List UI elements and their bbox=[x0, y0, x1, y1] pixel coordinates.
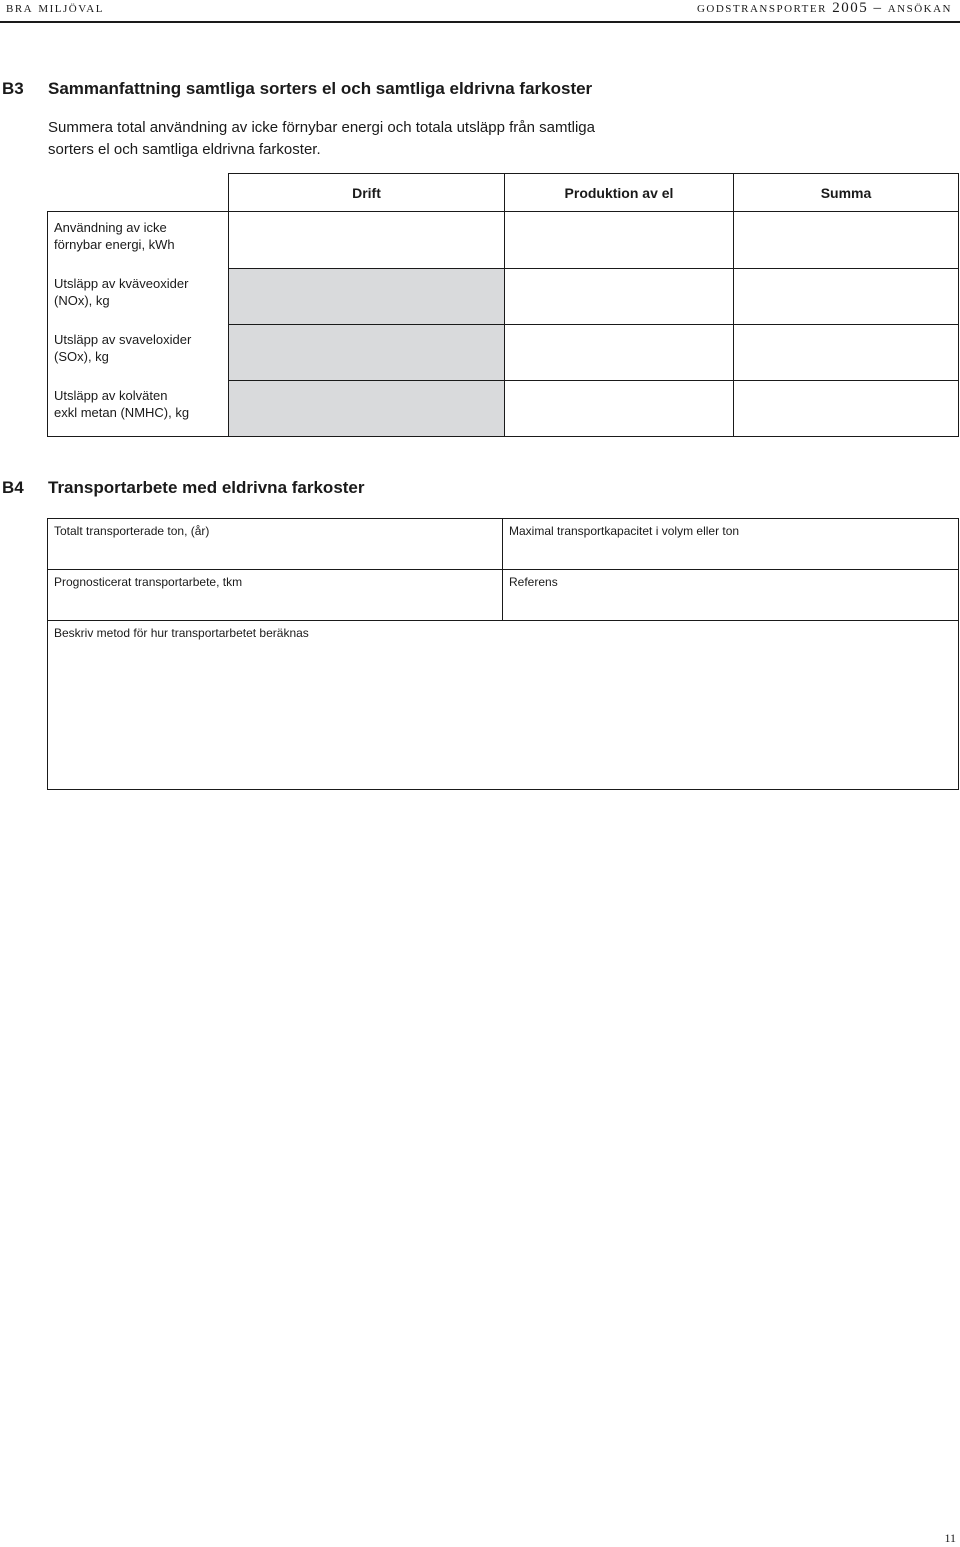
field-reference[interactable]: Referens bbox=[503, 570, 959, 621]
intro-line-2: sorters el och samtliga eldrivna farkoster. bbox=[48, 141, 321, 158]
table-corner bbox=[48, 174, 229, 212]
input-cell-energy-produktion[interactable] bbox=[505, 212, 734, 269]
section-title-b3: Sammanfattning samtliga sorters el och samtliga eldrivna farkoster bbox=[48, 79, 593, 98]
section-number-b4: B4 bbox=[2, 478, 24, 497]
shaded-cell-nmhc-drift bbox=[229, 380, 505, 437]
field-method-description[interactable]: Beskriv metod för hur transportarbetet beräknas bbox=[48, 621, 959, 790]
row-label-nmhc: Utsläpp av kolväten exkl metan (NMHC), kg bbox=[48, 380, 229, 437]
input-cell-sox-summa[interactable] bbox=[734, 324, 959, 380]
input-cell-energy-summa[interactable] bbox=[734, 212, 959, 269]
input-cell-nox-summa[interactable] bbox=[734, 268, 959, 324]
field-total-tons[interactable]: Totalt transporterade ton, (år) bbox=[48, 519, 503, 570]
shaded-cell-nox-drift bbox=[229, 268, 505, 324]
input-cell-nox-produktion[interactable] bbox=[505, 268, 734, 324]
running-header-left: bra miljöval bbox=[6, 0, 104, 16]
section-number-b3: B3 bbox=[2, 79, 24, 98]
input-cell-nmhc-produktion[interactable] bbox=[505, 380, 734, 437]
column-header-drift: Drift bbox=[229, 174, 505, 212]
row-label-energy: Användning av icke förnybar energi, kWh bbox=[48, 212, 229, 269]
page-number: 11 bbox=[944, 1531, 956, 1545]
table-row bbox=[48, 268, 959, 324]
table-row bbox=[48, 212, 959, 269]
section-title-b4: Transportarbete med eldrivna farkoster bbox=[48, 478, 365, 497]
summary-table-b3 bbox=[47, 173, 959, 437]
field-max-capacity[interactable]: Maximal transportkapacitet i volym eller ton bbox=[503, 519, 959, 570]
shaded-cell-sox-drift bbox=[229, 324, 505, 380]
input-cell-energy-drift[interactable] bbox=[229, 212, 505, 269]
transport-table-b4 bbox=[47, 518, 959, 790]
header-rule bbox=[0, 21, 960, 23]
table-row bbox=[48, 380, 959, 437]
column-header-summa: Summa bbox=[734, 174, 959, 212]
running-header-right: godstransporter 2005 – ansökan bbox=[696, 0, 952, 16]
field-forecast[interactable]: Prognosticerat transportarbete, tkm bbox=[48, 570, 503, 621]
input-cell-sox-produktion[interactable] bbox=[505, 324, 734, 380]
column-header-produktion: Produktion av el bbox=[505, 174, 734, 212]
row-label-nox: Utsläpp av kväveoxider (NOx), kg bbox=[48, 268, 229, 324]
table-row bbox=[48, 324, 959, 380]
input-cell-nmhc-summa[interactable] bbox=[734, 380, 959, 437]
row-label-sox: Utsläpp av svaveloxider (SOx), kg bbox=[48, 324, 229, 380]
intro-line-1: Summera total användning av icke förnybar energi och totala utsläpp från samtliga bbox=[48, 119, 595, 136]
section-intro-b3 bbox=[48, 117, 708, 161]
